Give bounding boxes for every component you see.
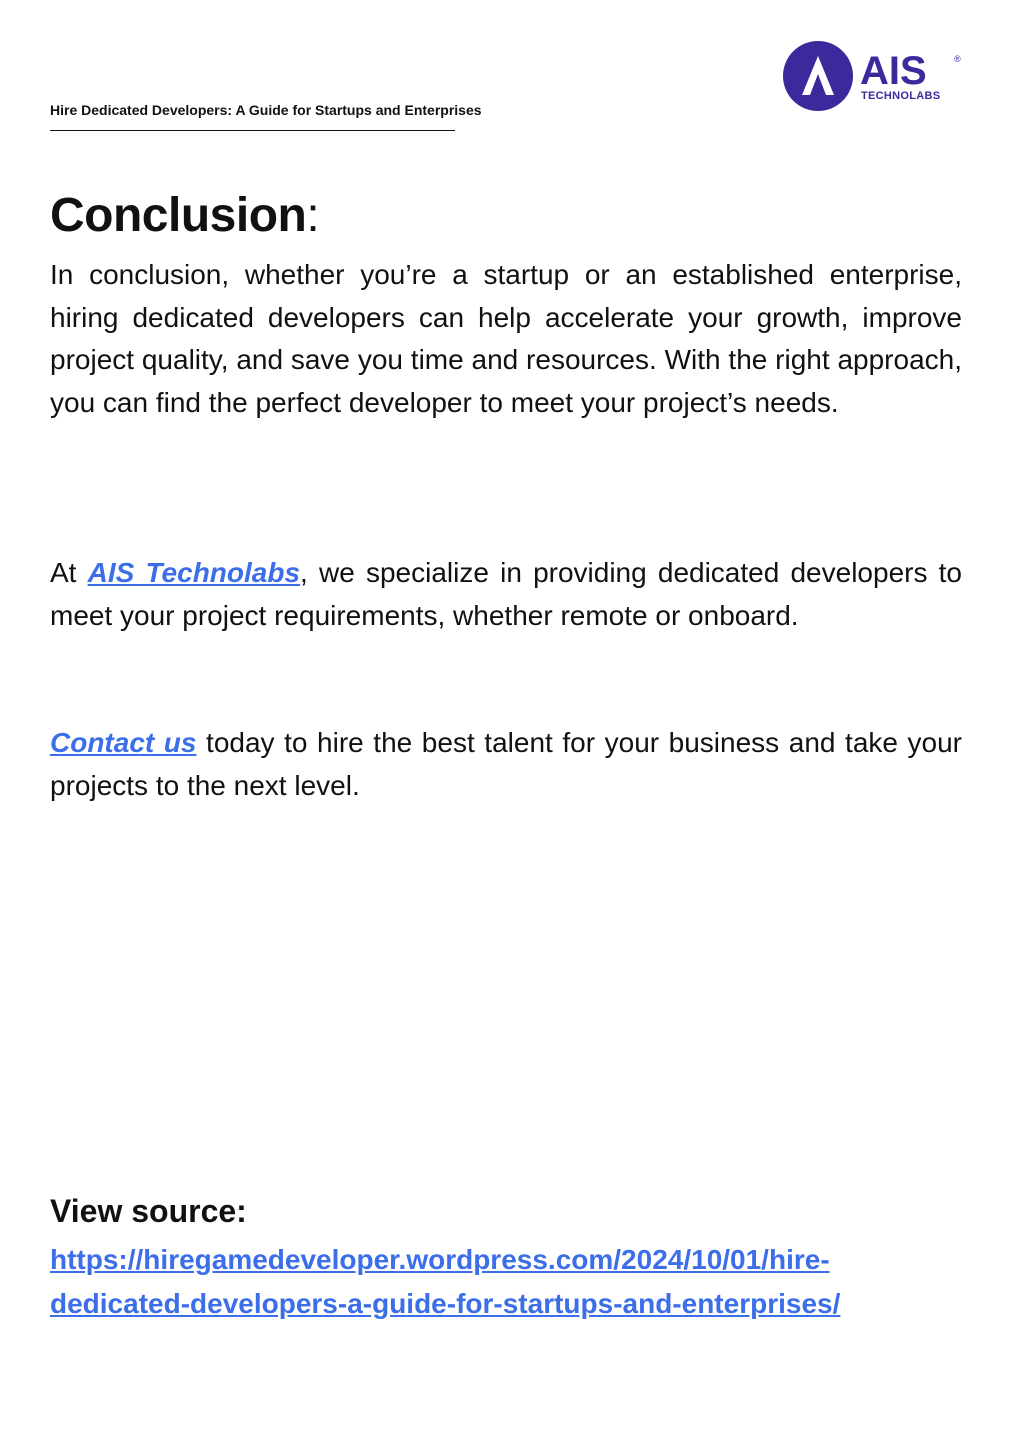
- svg-text:®: ®: [954, 54, 961, 64]
- conclusion-heading-text: Conclusion: [50, 189, 307, 242]
- ais-technolabs-logo: [782, 40, 962, 114]
- conclusion-heading: [50, 188, 319, 243]
- about-paragraph: [50, 552, 962, 637]
- contact-paragraph: [50, 722, 962, 807]
- about-prefix: At: [50, 557, 88, 588]
- contact-us-link[interactable]: Contact us: [50, 727, 197, 758]
- about-suffix: , we specialize in providing dedicated developers to meet your project requirements, whether remote or onboard.: [50, 557, 962, 631]
- contact-text: today to hire the best talent for your business and take your projects to the next level.: [50, 727, 962, 801]
- svg-text:TECHNOLABS: TECHNOLABS: [861, 90, 941, 102]
- conclusion-paragraph: In conclusion, whether you’re a startup or an established enterprise, hiring dedicated developers can help accelerate your growth, improve project quality, and save you time and resources. With the right approach, you can find the perfect developer to meet your project’s needs.: [50, 259, 962, 418]
- document-title: Hire Dedicated Developers: A Guide for Startups and Enterprises: [50, 102, 482, 118]
- header-divider: [50, 130, 455, 131]
- source-url-link[interactable]: https://hiregamedeveloper.wordpress.com/2024/10/01/hire- dedicated-developers-a-guide-for-startups-and-enterprises/: [50, 1244, 841, 1319]
- svg-text:AIS: AIS: [860, 49, 927, 93]
- view-source-label: View source:: [50, 1193, 247, 1229]
- ais-technolabs-link[interactable]: AIS Technolabs: [87, 557, 301, 588]
- heading-colon: :: [306, 189, 320, 242]
